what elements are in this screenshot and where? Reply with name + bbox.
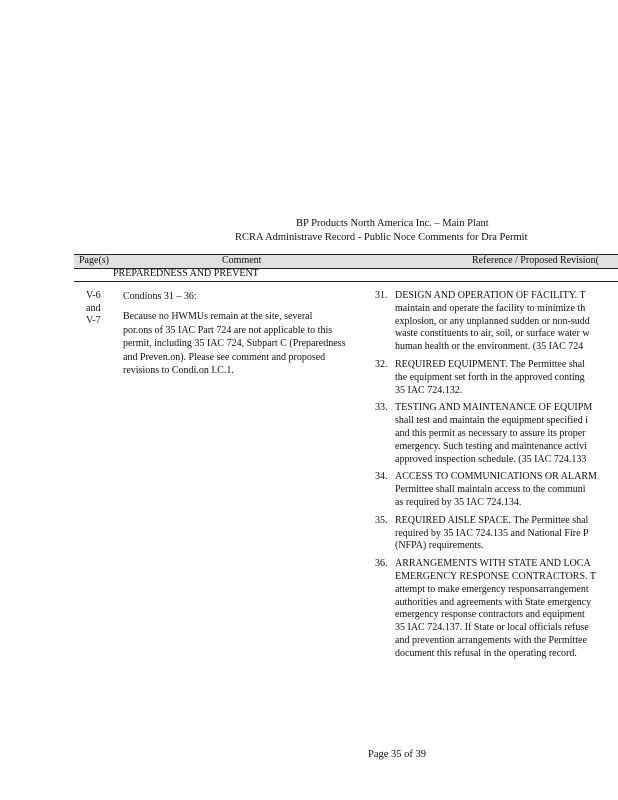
row-comment-cell: [123, 290, 378, 378]
header-comment: Comment: [222, 255, 262, 266]
comment-heading: Condions 31 – 36:: [123, 291, 197, 302]
reference-line: 35 IAC 724.132.: [395, 384, 463, 396]
reference-line: ACCESS TO COMMUNICATIONS OR ALARM: [395, 471, 597, 483]
section-rule: [74, 281, 618, 282]
row-page-line: V-7: [86, 315, 101, 326]
reference-line: TESTING AND MAINTENANCE OF EQUIPM: [395, 402, 593, 414]
reference-line: ARRANGEMENTS WITH STATE AND LOCA: [395, 558, 591, 570]
reference-line: as required by 35 IAC 724.134.: [395, 496, 522, 508]
row-page-line: and: [86, 302, 101, 314]
reference-line: waste constituents to air, soil, or surface water w: [395, 328, 590, 340]
row-reference-cell: [375, 290, 618, 666]
comment-line: por.ons of 35 IAC Part 724 are not applicable to this: [123, 324, 333, 336]
reference-number: 36.: [375, 558, 388, 570]
reference-line: the equipment set forth in the approved conting: [395, 371, 585, 383]
comment-line: and Preven.on). Please see comment and proposed: [123, 351, 326, 363]
reference-number: 34.: [375, 471, 388, 483]
reference-line: and prevention arrangements with the Permittee: [395, 634, 587, 646]
reference-line: DESIGN AND OPERATION OF FACILITY. T: [395, 290, 586, 301]
section-title: PREPAREDNESS AND PREVENT: [113, 268, 259, 279]
comment-body: [123, 310, 378, 378]
page-number: Page 35 of 39: [368, 749, 427, 760]
reference-item: [375, 290, 618, 354]
reference-line: approved inspection schedule. (35 IAC 724.133: [395, 453, 587, 465]
reference-number: 33.: [375, 402, 388, 414]
reference-item: [375, 359, 618, 397]
reference-number: 32.: [375, 358, 388, 370]
row-page-line: V-6: [86, 290, 101, 301]
reference-line: emergency. Such testing and maintenance activi: [395, 440, 587, 452]
reference-line: explosion, or any unplanned sudden or non-sudd: [395, 315, 590, 327]
reference-line: emergency response contractors and equipment: [395, 609, 585, 621]
reference-line: required by 35 IAC 724.135 and National Fire P: [395, 527, 589, 539]
reference-line: document this refusal in the operating record.: [395, 647, 577, 659]
reference-line: 35 IAC 724.137. If State or local officials refuse: [395, 622, 589, 634]
document-subtitle: RCRA Administrave Record - Public Noce Comments for Dra Permit: [235, 232, 528, 243]
reference-item: [375, 402, 618, 466]
header-reference: Reference / Proposed Revision(: [472, 255, 599, 266]
reference-line: Permittee shall maintain access to the communi: [395, 484, 586, 496]
reference-line: maintain and operate the facility to minimize th: [395, 302, 586, 314]
comment-line: revisions to Condi.on I.C.1.: [123, 365, 234, 376]
comment-line: Because no HWMUs remain at the site, several: [123, 311, 313, 322]
reference-line: REQUIRED AISLE SPACE. The Permittee shal: [395, 514, 589, 526]
reference-line: shall test and maintain the equipment specified i: [395, 415, 589, 427]
table-header: [74, 255, 618, 268]
row-pages-cell: [86, 290, 101, 328]
reference-line: EMERGENCY RESPONSE CONTRACTORS. T: [395, 570, 596, 582]
reference-number: 35.: [375, 514, 388, 526]
reference-item: [375, 471, 618, 509]
reference-line: and this permit as necessary to assure its proper: [395, 427, 586, 439]
reference-line: authorities and agreements with State emergency: [395, 596, 592, 608]
reference-line: (NFPA) requirements.: [395, 540, 484, 552]
reference-line: attempt to make emergency responsarrangement: [395, 583, 589, 595]
reference-line: REQUIRED EQUIPMENT. The Permittee shal: [395, 358, 585, 370]
reference-line: human health or the environment. (35 IAC 724: [395, 341, 584, 353]
reference-item: [375, 558, 618, 660]
reference-item: [375, 515, 618, 553]
document-title: BP Products North America Inc. – Main Plant: [296, 218, 489, 229]
header-pages: Page(s): [79, 255, 109, 266]
comment-line: permit, including 35 IAC 724, Subpart C (Preparedness: [123, 338, 346, 349]
reference-number: 31.: [375, 290, 388, 301]
